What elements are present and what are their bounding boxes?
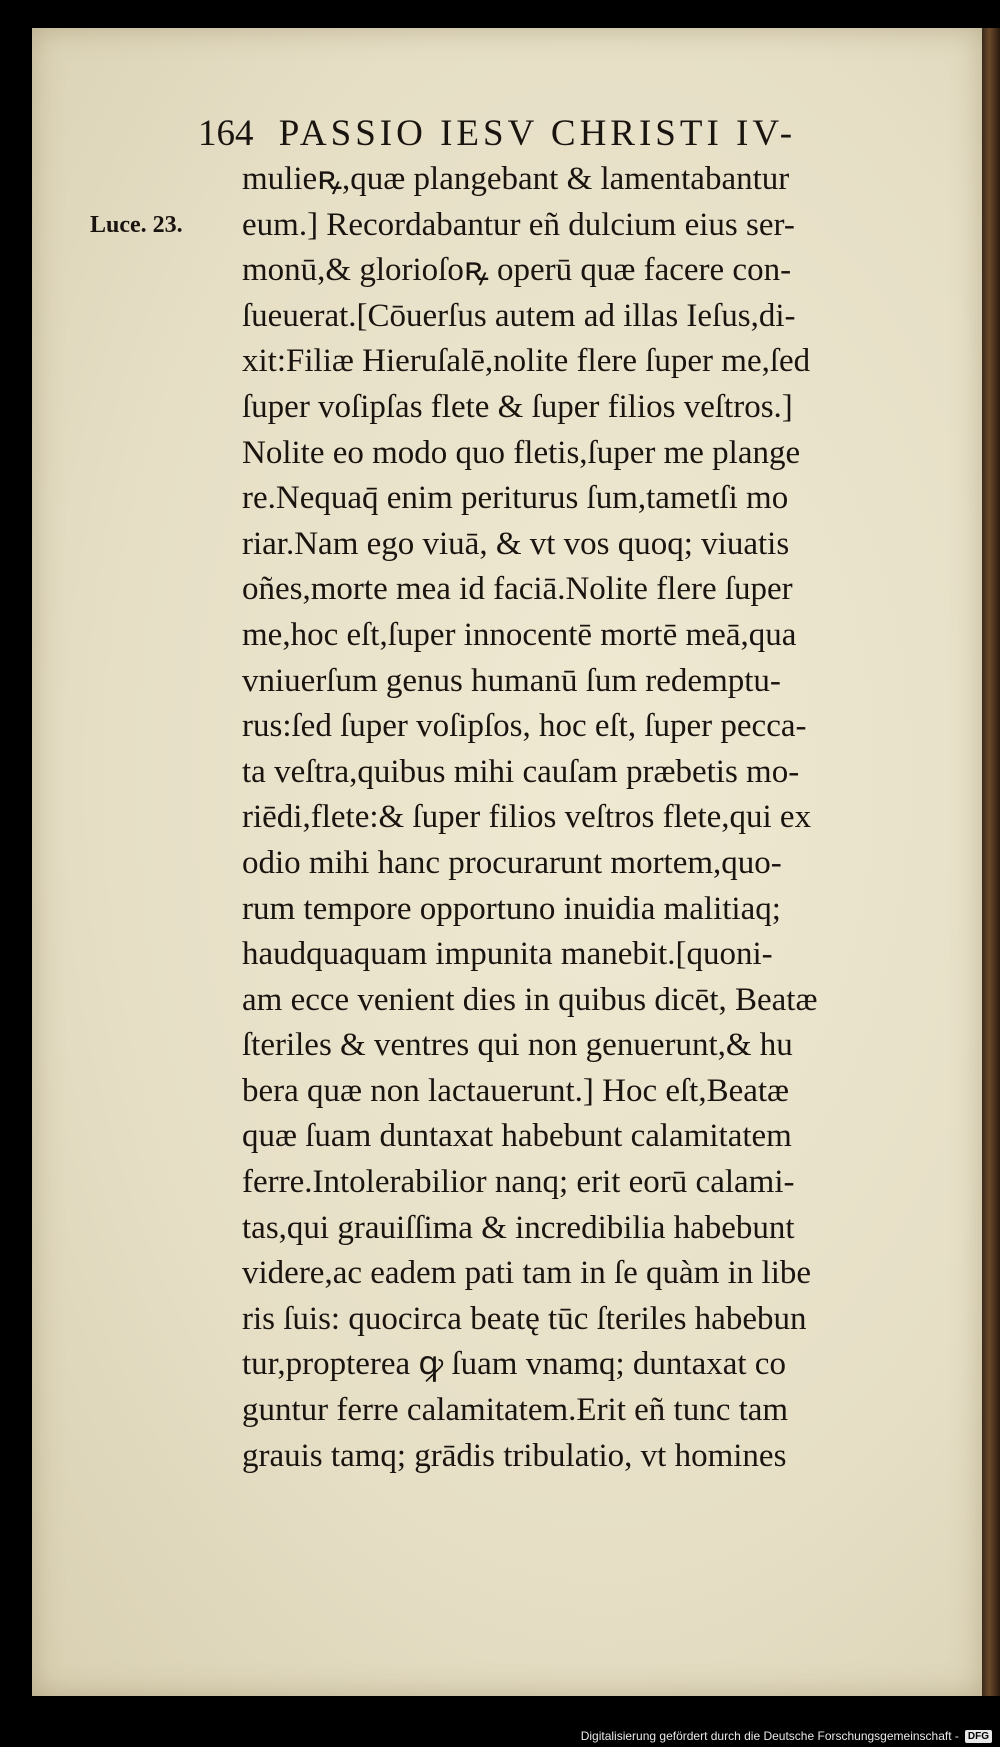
text-line: vniuerſum genus humanū ſum redemptu- [242,662,781,699]
margin-reference: Luce. 23. [90,212,183,238]
running-title: PASSIO IESV CHRISTI IV- [278,113,797,154]
text-line: rus:ſed ſuper voſipſos, hoc eſt, ſuper pecca- [242,708,807,745]
text-line: riēdi,flete:& ſuper filios veſtros flete,qui ex [242,799,812,836]
book-binding-edge [982,28,1000,1696]
text-line: re.Nequaq̄ enim periturus ſum,tametſi mo [242,480,789,517]
text-line: oñes,morte mea id faciā.Nolite flere ſuper [242,571,793,608]
text-line: ferre.Intolerabilior nanq; erit eorū calami- [242,1164,795,1201]
text-line: grauis tamq; grādis tribulatio, vt homines [242,1437,787,1474]
text-line: videre,ac eadem pati tam in ſe quàm in libe [242,1255,812,1292]
text-line: xit:Filiæ Hieruſalē,nolite flere ſuper me,ſed [242,343,811,380]
text-line: ſteriles & ventres qui non genuerunt,& hu [242,1027,793,1064]
text-line: ſuper voſipſas flete & ſuper filios veſtros.] [242,388,793,425]
text-line: guntur ferre calamitatem.Erit eñ tunc tam [242,1392,789,1429]
text-line: me,hoc eſt,ſuper innocentē mortē meā,qua [242,616,797,653]
text-line: ta veſtra,quibus mihi cauſam præbetis mo- [242,753,800,790]
text-line: monū,& glorioſoꝶ operū quæ facere con- [242,252,792,289]
body-text [242,157,962,1479]
text-line: tur,propterea ꝙ ſuam vnamq; duntaxat co [242,1346,786,1383]
text-line: bera quæ non lactauerunt.] Hoc eſt,Beatæ [242,1072,790,1109]
text-line: riar.Nam ego viuā, & vt vos quoq; viuatis [242,525,790,562]
text-line: ſueuerat.[Cōuerſus autem ad illas Ieſus,di- [242,297,796,334]
text-line: quæ ſuam duntaxat habebunt calamitatem [242,1118,792,1155]
digitization-credit [581,1729,992,1743]
page-number: 164 [198,113,254,154]
running-header [198,112,796,155]
text-line: ris ſuis: quocirca beatę tūc ſteriles habebun [242,1300,807,1337]
text-line: am ecce venient dies in quibus dicēt, Beatæ [242,981,818,1018]
text-line: haudquaquam impunita manebit.[quoni- [242,936,773,973]
text-line: odio mihi hanc procurarunt mortem,quo- [242,844,782,881]
dfg-logo: DFG [965,1730,992,1743]
text-line: Nolite eo modo quo fletis,ſuper me plange [242,434,801,471]
text-line: mulieꝶ,quæ plangebant & lamentabantur [242,161,790,197]
text-line: rum tempore opportuno inuidia malitiaq; [242,890,781,927]
text-line: tas,qui grauiſſima & incredibilia habebunt [242,1209,795,1246]
text-line: eum.] Recordabantur eñ dulcium eius ser- [242,206,795,243]
credit-text: Digitalisierung gefördert durch die Deutsche Forschungsgemeinschaft - [580,1729,959,1743]
